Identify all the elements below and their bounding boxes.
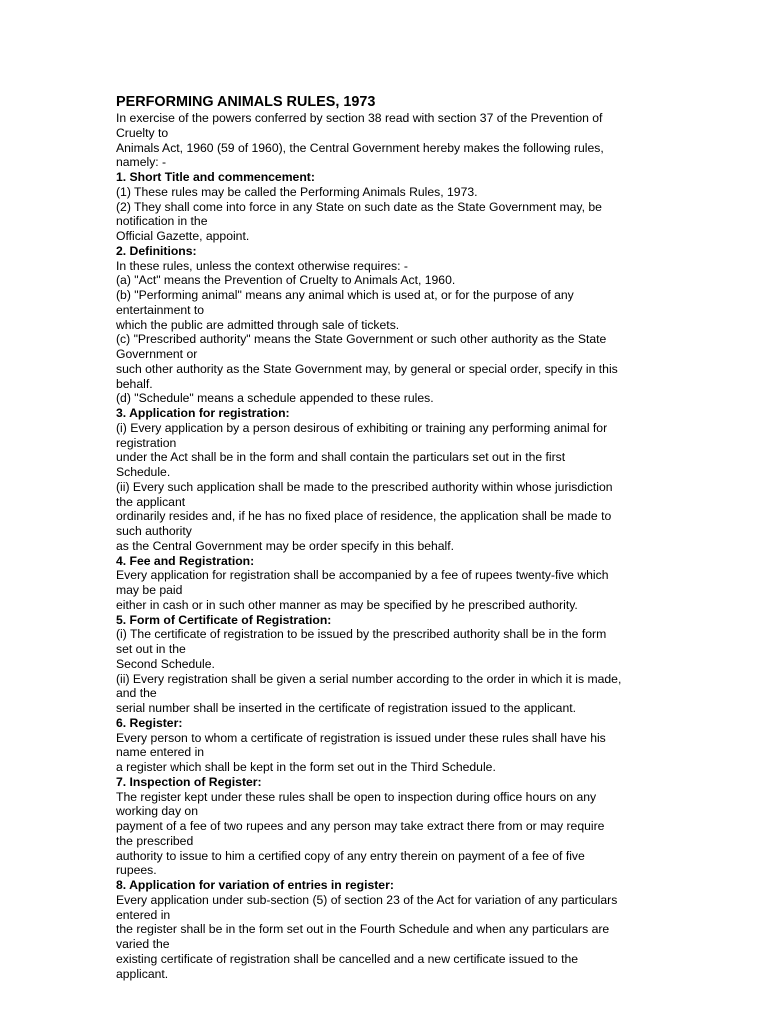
text-line: (i) Every application by a person desirous of exhibiting or training any performing animal for — [116, 420, 608, 435]
text-line: (d) "Schedule" means a schedule appended to these rules. — [116, 391, 434, 406]
section-heading: 7. Inspection of Register: — [116, 774, 262, 789]
text-line: ordinarily resides and, if he has no fixed place of residence, the application shall be made to — [116, 509, 612, 524]
section-heading: 8. Application for variation of entries in register: — [116, 878, 394, 892]
text-line: Every application under sub-section (5) of section 23 of the Act for variation of any particulars — [116, 892, 618, 907]
text-line: rupees. — [116, 863, 157, 878]
text-line: authority to issue to him a certified copy of any entry therein on payment of a fee of five — [116, 848, 585, 863]
text-line: behalf. — [116, 376, 153, 391]
text-line: payment of a fee of two rupees and any person may take extract there from or may require — [116, 819, 605, 833]
text-line: Animals Act, 1960 (59 of 1960), the Central Government hereby makes the following rules, — [116, 140, 604, 155]
text-line: notification in the — [116, 214, 208, 229]
text-line: (c) "Prescribed authority" means the State Government or such other authority as the State — [116, 332, 607, 347]
text-line: set out in the — [116, 642, 186, 656]
section-heading: 5. Form of Certificate of Registration: — [116, 612, 332, 627]
text-line: The register kept under these rules shall be open to inspection during office hours on any — [116, 789, 597, 804]
text-line: such authority — [116, 524, 192, 538]
text-line: serial number shall be inserted in the certificate of registration issued to the applicant. — [116, 701, 576, 715]
section-heading: 6. Register: — [116, 715, 183, 730]
text-line: entered in — [116, 907, 171, 922]
text-line: either in cash or in such other manner as may be specified by he prescribed authority. — [116, 597, 578, 612]
text-line: Government or — [116, 347, 198, 361]
text-line: (ii) Every registration shall be given a serial number according to the order in which it is made, — [116, 671, 622, 686]
section-heading: 2. Definitions: — [116, 243, 197, 258]
text-line: varied the — [116, 937, 170, 951]
document-text — [116, 111, 656, 981]
section-heading: 3. Application for registration: — [116, 406, 290, 420]
text-line: In exercise of the powers conferred by section 38 read with section 37 of the Prevention of — [116, 111, 603, 125]
text-line: under the Act shall be in the form and shall contain the particulars set out in the first — [116, 450, 566, 465]
text-line: (2) They shall come into force in any State on such date as the State Government may, be — [116, 199, 602, 214]
text-line: Every application for registration shall be accompanied by a fee of rupees twenty-five which — [116, 568, 609, 583]
text-line: the applicant — [116, 494, 186, 509]
text-line: (a) "Act" means the Prevention of Cruelty to Animals Act, 1960. — [116, 273, 456, 288]
text-line: (1) These rules may be called the Performing Animals Rules, 1973. — [116, 184, 478, 199]
document-title: PERFORMING ANIMALS RULES, 1973 — [116, 94, 376, 110]
text-line: as the Central Government may be order specify in this behalf. — [116, 538, 455, 553]
text-line: Every person to whom a certificate of registration is issued under these rules shall have his — [116, 730, 606, 745]
text-line: name entered in — [116, 745, 205, 760]
text-line: such other authority as the State Government may, by general or special order, specify in this — [116, 361, 618, 376]
text-line: and the — [116, 686, 157, 701]
text-line: (b) "Performing animal" means any animal which is used at, or for the purpose of any — [116, 288, 574, 302]
text-line: (i) The certificate of registration to be issued by the prescribed authority shall be in the form — [116, 627, 607, 642]
text-line: namely: - — [116, 155, 167, 170]
section-heading: 4. Fee and Registration: — [116, 553, 255, 568]
text-line: the register shall be in the form set out in the Fourth Schedule and when any particulars are — [116, 922, 610, 937]
text-line: which the public are admitted through sale of tickets. — [116, 317, 400, 332]
text-line: Schedule. — [116, 465, 171, 479]
text-line: registration — [116, 435, 177, 450]
text-line: may be paid — [116, 583, 183, 597]
document-body — [116, 93, 656, 981]
text-line: applicant. — [116, 966, 169, 981]
text-line: working day on — [116, 804, 198, 819]
text-line: Official Gazette, appoint. — [116, 229, 250, 243]
text-line: existing certificate of registration shall be cancelled and a new certificate issued to the — [116, 951, 579, 966]
text-line: entertainment to — [116, 302, 205, 317]
text-line: the prescribed — [116, 833, 194, 848]
text-line: Cruelty to — [116, 125, 169, 140]
text-line: a register which shall be kept in the form set out in the Third Schedule. — [116, 760, 496, 774]
text-line: In these rules, unless the context otherwise requires: - — [116, 258, 408, 273]
section-heading: 1. Short Title and commencement: — [116, 170, 315, 184]
text-line: Second Schedule. — [116, 656, 215, 671]
text-line: (ii) Every such application shall be made to the prescribed authority within whose jurisdiction — [116, 479, 613, 494]
